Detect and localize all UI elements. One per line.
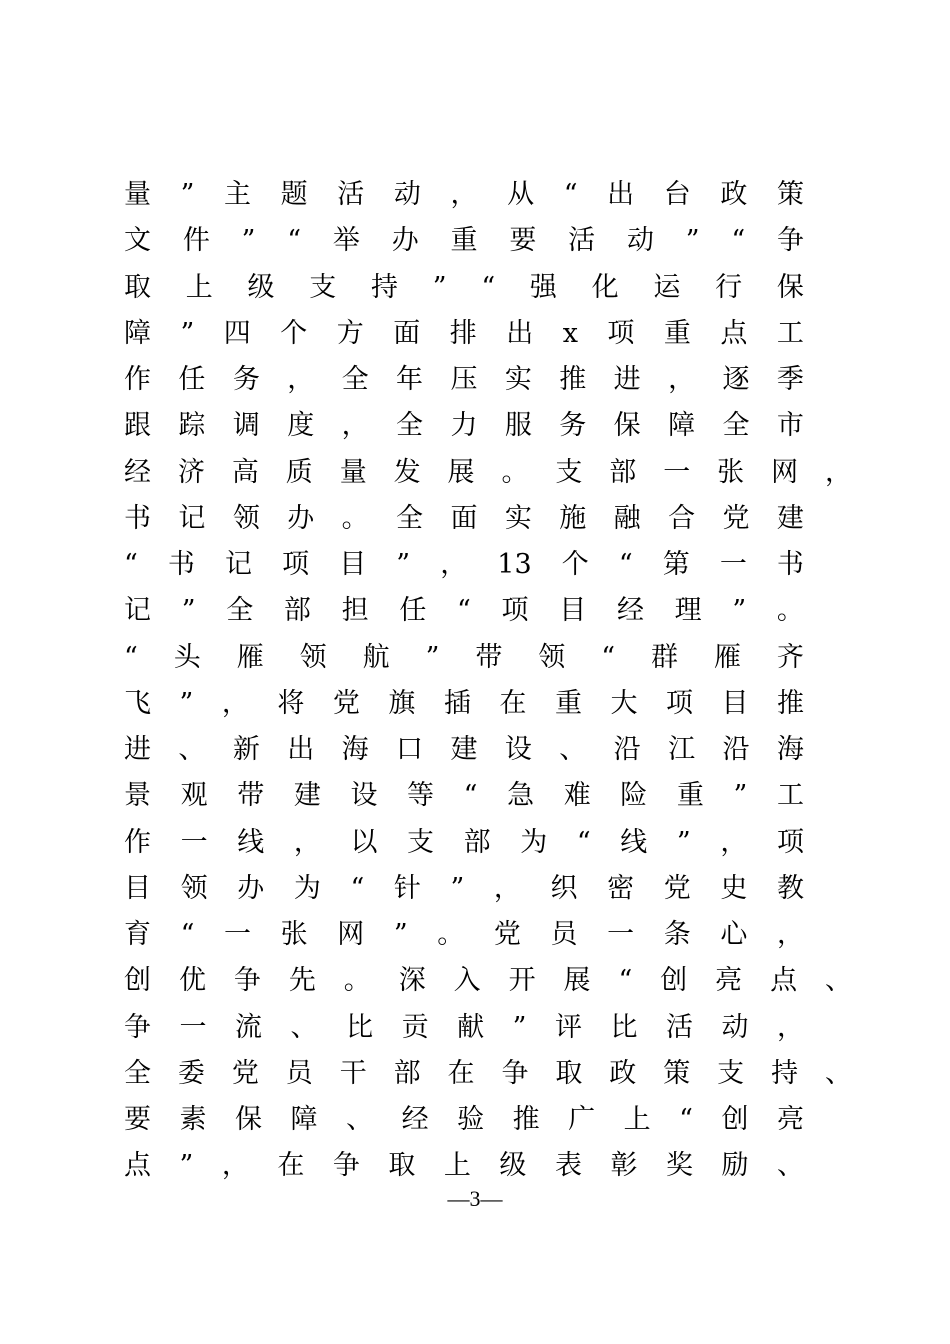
body-text: [124, 172, 852, 1190]
text-line: “ 头 雁 领 航 ” 带 领 “ 群 雁 齐: [124, 641, 804, 673]
text-line: 创 优 争 先 。 深 入 开 展 “ 创 亮 点 、: [124, 965, 852, 997]
text-line: 书 记 领 办 。 全 面 实 施 融 合 党 建: [124, 502, 804, 534]
text-line: 全 委 党 员 干 部 在 争 取 政 策 支 持 、: [124, 1057, 852, 1089]
text-line: 进 、 新 出 海 口 建 设 、 沿 江 沿 海: [124, 734, 804, 765]
text-line: 目 领 办 为 “ 针 ” ， 织 密 党 史 教: [124, 872, 804, 904]
text-line: 育 “ 一 张 网 ” 。 党 员 一 条 心 ，: [124, 919, 804, 950]
text-line: 量 ” 主 题 活 动 ， 从 “ 出 台 政 策: [124, 179, 804, 210]
text-line: 飞 ” ， 将 党 旗 插 在 重 大 项 目 推: [124, 687, 804, 719]
text-line: 取 上 级 支 持 ” “ 强 化 运 行 保: [124, 271, 804, 303]
text-line: 记 ” 全 部 担 任 “ 项 目 经 理 ” 。: [124, 595, 804, 627]
text-line: 作 任 务 ， 全 年 压 实 推 进 ， 逐 季: [124, 364, 804, 395]
text-line: “ 书 记 项 目 ” ， 13 个 “ 第 一 书: [124, 549, 804, 580]
text-line: 经 济 高 质 量 发 展 。 支 部 一 张 网 ，: [124, 456, 852, 488]
text-line: 要 素 保 障 、 经 验 推 广 上 “ 创 亮: [124, 1104, 804, 1135]
text-line: 文 件 ” “ 举 办 重 要 活 动 ” “ 争: [124, 225, 804, 257]
text-line: 景 观 带 建 设 等 “ 急 难 险 重 ” 工: [124, 780, 804, 812]
text-line: 障 ” 四 个 方 面 排 出 x 项 重 点 工: [124, 317, 804, 349]
text-line: 点 ” ， 在 争 取 上 级 表 彰 奖 励 、: [124, 1150, 804, 1182]
text-line: 争 一 流 、 比 贡 献 ” 评 比 活 动 ，: [124, 1011, 804, 1043]
text-line: 作 一 线 ， 以 支 部 为 “ 线 ” ， 项: [124, 826, 804, 858]
text-line: 跟 踪 调 度 ， 全 力 服 务 保 障 全 市: [124, 410, 804, 442]
page-number: —3—: [447, 1186, 503, 1211]
